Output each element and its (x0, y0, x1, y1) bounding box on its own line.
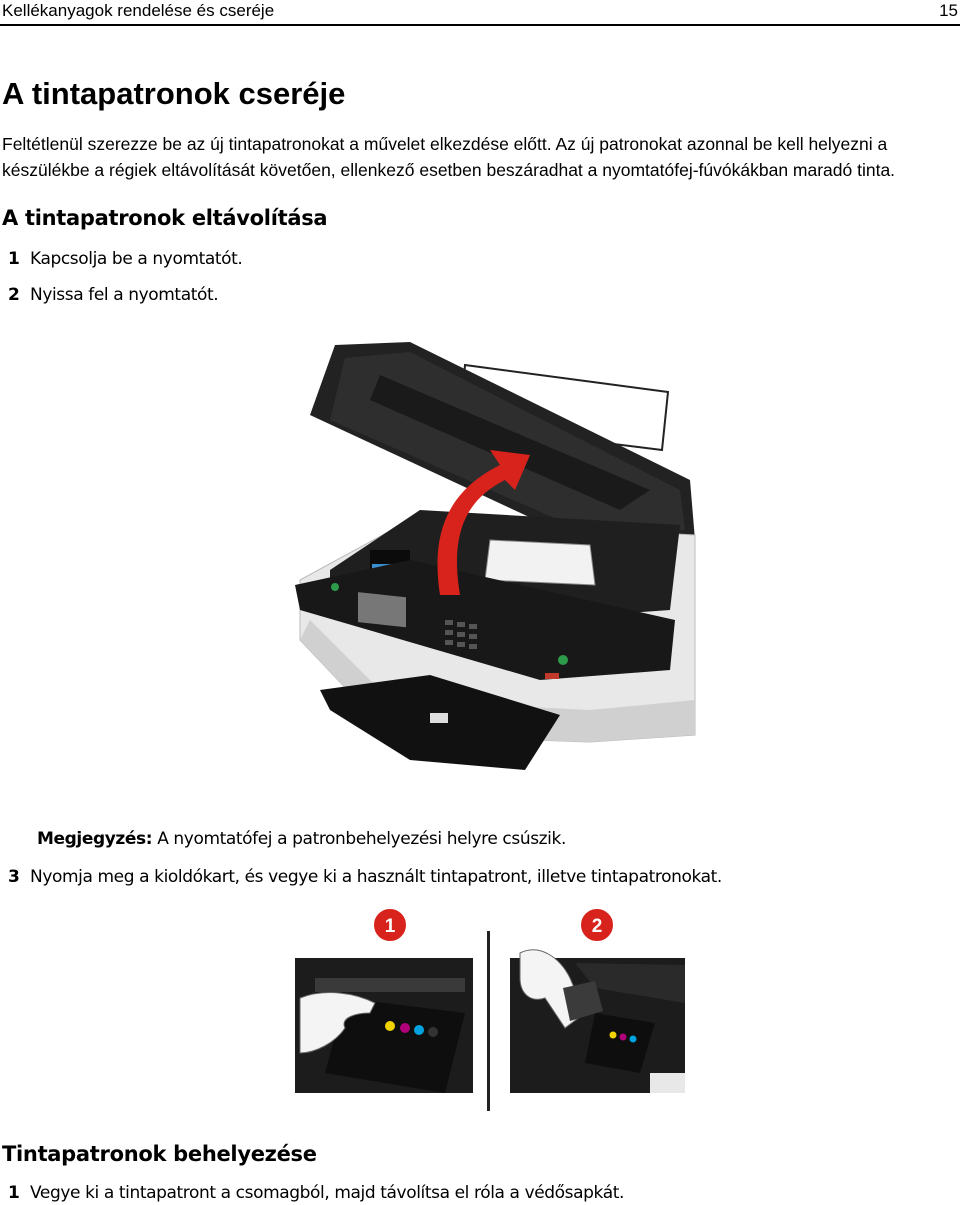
image-divider (487, 931, 490, 1111)
note-label: Megjegyzés: (37, 829, 153, 849)
step-text: Vegye ki a tintapatront a csomagból, majd távolítsa el róla a védősapkát. (30, 1183, 624, 1203)
page-header (0, 0, 960, 26)
install-step-1 (8, 1183, 624, 1203)
step-badge-1 (373, 908, 407, 942)
cartridge-removal-illustration (295, 903, 685, 1113)
step-number: 3 (8, 867, 20, 887)
header-page-number: 15 (939, 1, 958, 20)
header-section-title: Kellékanyagok rendelése és cseréje (2, 1, 275, 20)
page-title: A tintapatronok cseréje (2, 76, 346, 111)
step-badge-1-label: 1 (384, 916, 396, 937)
printer-open-illustration (290, 340, 700, 810)
step-text: Nyissa fel a nyomtatót. (30, 285, 219, 305)
removal-step-1 (8, 249, 242, 269)
removal-step-2-image (510, 950, 685, 1093)
step-number: 1 (8, 1183, 20, 1203)
note (37, 829, 566, 849)
note-text: A nyomtatófej a patronbehelyezési helyre csúszik. (157, 829, 566, 849)
install-heading: Tintapatronok behelyezése (2, 1142, 317, 1166)
step-badge-2 (580, 908, 614, 942)
step-number: 2 (8, 285, 20, 305)
step-text: Kapcsolja be a nyomtatót. (30, 249, 243, 269)
step-badge-2-label: 2 (591, 916, 603, 937)
removal-step-3 (8, 867, 722, 887)
step-number: 1 (8, 249, 20, 269)
removal-step-2 (8, 285, 218, 305)
intro-paragraph: Feltétlenül szerezze be az új tintapatronokat a művelet elkezdése előtt. Az új patronokat azonnal be kell helyezni a készülékbe a régiek eltávolítását követően, ellenkező esetben beszáradhat a nyomtatófej-fúvókákban maradó tinta. (2, 134, 896, 180)
removal-heading: A tintapatronok eltávolítása (2, 206, 328, 230)
step-text: Nyomja meg a kioldókart, és vegye ki a használt tintapatront, illetve tintapatronokat. (30, 867, 722, 887)
removal-step-1-image (295, 958, 473, 1093)
